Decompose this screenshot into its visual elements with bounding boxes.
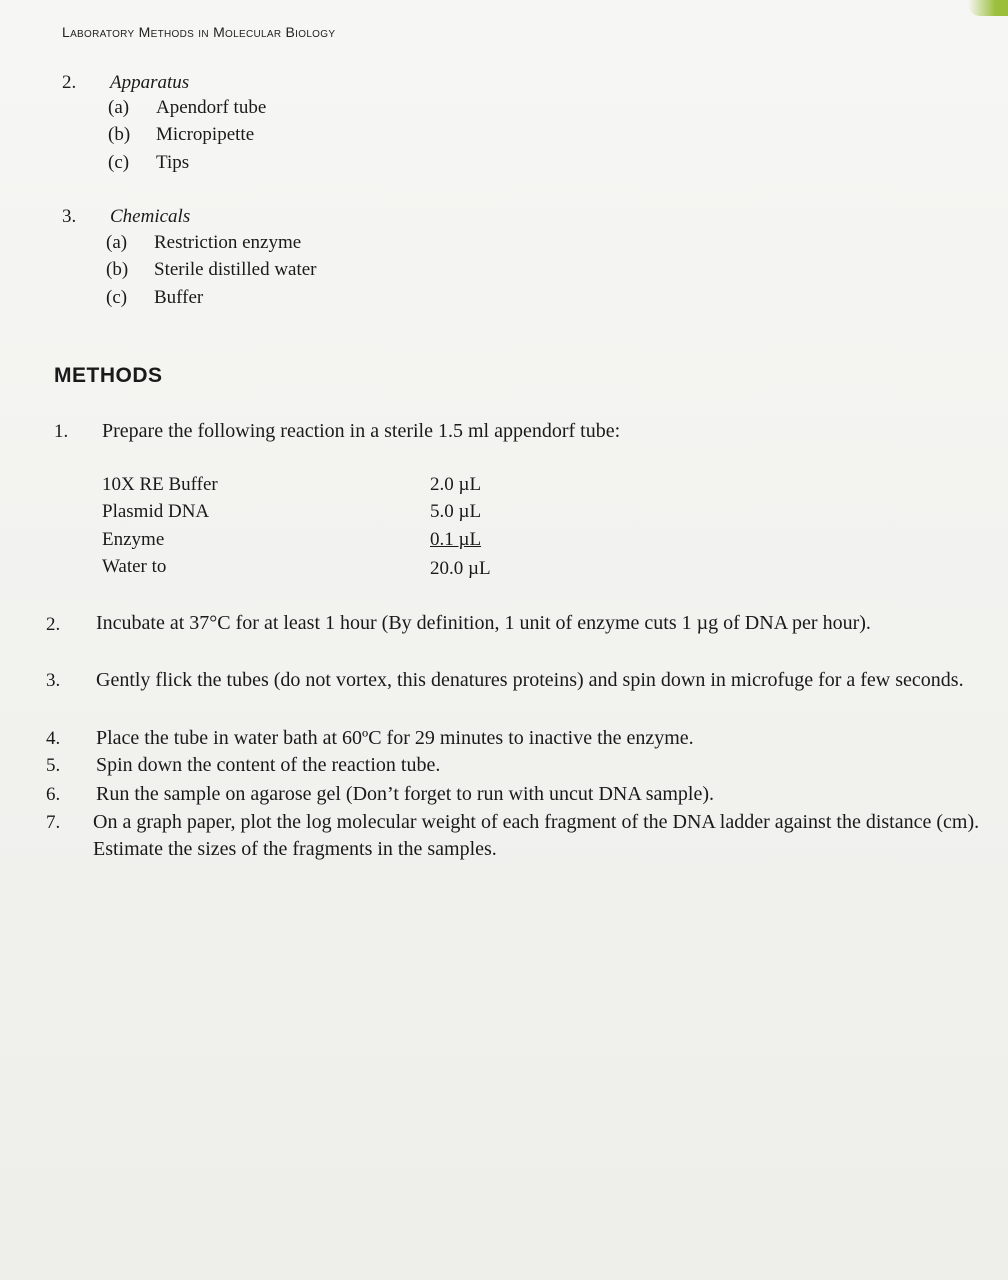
reagent-amount: 0.1 µL (430, 529, 482, 550)
item-text: Restriction enzyme (154, 232, 302, 253)
step-text: Place the tube in water bath at 60ºC for 29 minutes to inactive the enzyme. (96, 727, 694, 749)
running-head: Laboratory Methods in Molecular Biology (62, 24, 336, 40)
item-letter: (b) (108, 124, 131, 145)
item-text: Apendorf tube (156, 97, 267, 118)
item-text: Micropipette (156, 124, 255, 145)
reagent-name: Plasmid DNA (102, 501, 210, 522)
step-number: 3. (46, 670, 61, 691)
chemicals-item (106, 259, 317, 281)
step-text: Gently flick the tubes (do not vortex, this denatures proteins) and spin down in microfuge for a few seconds. (96, 669, 964, 691)
step-number: 4. (46, 728, 61, 749)
item-text: Buffer (154, 287, 204, 308)
item-letter: (b) (106, 259, 129, 280)
item-letter: (a) (106, 232, 128, 253)
reagent-name: Enzyme (102, 529, 165, 550)
step-number: 2. (46, 614, 61, 635)
reagent-amount: 20.0 µL (430, 558, 491, 579)
reagent-name: 10X RE Buffer (102, 474, 218, 495)
step-number: 7. (46, 812, 61, 833)
chemicals-item (106, 287, 203, 309)
apparatus-item (108, 152, 189, 174)
item-text: Tips (156, 152, 190, 173)
item-letter: (c) (108, 152, 130, 173)
apparatus-number: 2. (62, 72, 77, 93)
chemicals-item (106, 232, 301, 254)
reagent-amount: 5.0 µL (430, 501, 482, 522)
apparatus-item (108, 124, 254, 146)
step-text: Prepare the following reaction in a sterile 1.5 ml appendorf tube: (102, 420, 621, 442)
reagent-amount: 2.0 µL (430, 474, 482, 495)
step-text: Run the sample on agarose gel (Don’t forget to run with uncut DNA sample). (96, 783, 715, 805)
step-text: Spin down the content of the reaction tube. (96, 754, 441, 776)
step-number: 1. (54, 421, 69, 442)
step-number: 6. (46, 784, 61, 805)
item-text: Sterile distilled water (154, 259, 317, 280)
item-letter: (a) (108, 97, 130, 118)
step-text: Incubate at 37°C for at least 1 hour (By definition, 1 unit of enzyme cuts 1 µg of DNA per hour). (96, 612, 871, 634)
page-corner-mark (968, 0, 1008, 16)
chemicals-title: Chemicals (110, 206, 191, 227)
step-number: 5. (46, 755, 61, 776)
step-text: On a graph paper, plot the log molecular weight of each fragment of the DNA ladder against the distance (cm). Estimate the sizes of the fragments in the samples. (93, 811, 980, 860)
chemicals-number: 3. (62, 206, 77, 227)
apparatus-title: Apparatus (110, 72, 190, 93)
methods-heading: METHODS (54, 364, 163, 387)
item-letter: (c) (106, 287, 128, 308)
reagent-name: Water to (102, 556, 167, 577)
apparatus-item (108, 97, 266, 119)
